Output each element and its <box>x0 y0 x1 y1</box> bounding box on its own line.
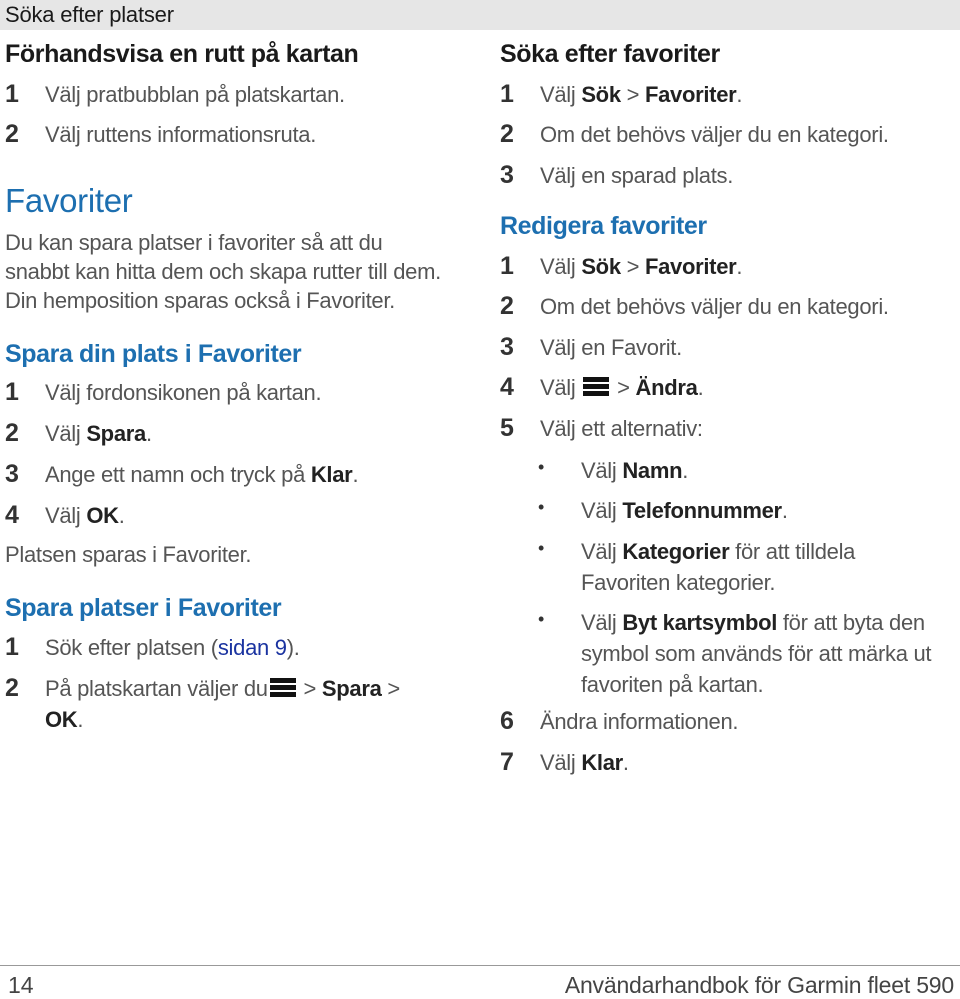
ui-term: Kategorier <box>622 539 730 564</box>
step-number: 3 <box>5 460 19 488</box>
favorites-intro <box>5 228 441 315</box>
ui-term: Favoriter <box>644 82 737 107</box>
step-number: 4 <box>500 373 514 401</box>
step-text: Om det behövs väljer du en kategori. <box>540 294 889 319</box>
step-text: Välj Sök > Favoriter. <box>540 254 743 279</box>
step-text: Om det behövs väljer du en kategori. <box>540 122 889 147</box>
step-number: 3 <box>500 333 514 361</box>
ui-term: Klar <box>581 750 623 775</box>
bullet-dot: • <box>538 609 545 629</box>
step-text: Välj en sparad plats. <box>540 163 734 188</box>
heading-edit-favorites: Redigera favoriter <box>500 212 707 240</box>
step-number: 1 <box>5 633 19 661</box>
step-number: 7 <box>500 748 514 776</box>
footer-doc-title: Användarhandbok för Garmin fleet 590 <box>564 972 954 998</box>
ui-term: Ändra <box>635 375 698 400</box>
step-number: 2 <box>5 419 19 447</box>
step-number: 1 <box>5 378 19 406</box>
ui-term: Favoriter <box>644 254 737 279</box>
step-result: Platsen sparas i Favoriter. <box>5 542 252 567</box>
ui-term: Spara <box>86 421 146 446</box>
step-text: Ändra informationen. <box>540 709 739 734</box>
intro-line: Du kan spara platser i favoriter så att du <box>5 230 383 255</box>
step-text: Välj OK. <box>45 503 125 528</box>
section-title-favorites: Favoriter <box>5 182 133 219</box>
step-text: Välj ruttens informationsruta. <box>45 122 317 147</box>
step-text-continued: OK. <box>45 707 84 732</box>
ui-term: OK <box>86 503 119 528</box>
step-number: 2 <box>5 674 19 702</box>
heading-search-favorites: Söka efter favoriter <box>500 40 720 68</box>
bullet-text: Välj Namn. <box>581 458 689 483</box>
bullet-text: Välj Kategorier för att tilldela Favoriten kategorier. <box>581 539 856 595</box>
step-number: 5 <box>500 414 514 442</box>
bullet-dot: • <box>538 457 545 477</box>
ui-term: Klar <box>310 462 353 487</box>
step-number: 2 <box>5 120 19 148</box>
step-text: Välj ett alternativ: <box>540 416 703 441</box>
step-number: 2 <box>500 292 514 320</box>
menu-icon <box>583 377 609 397</box>
step-text: Välj > Ändra. <box>540 375 704 400</box>
step-text: Välj en Favorit. <box>540 335 682 360</box>
step-text: Välj fordonsikonen på kartan. <box>45 380 322 405</box>
step-number: 1 <box>5 80 19 108</box>
heading-save-places: Spara platser i Favoriter <box>5 594 282 622</box>
bullet-text: Välj Telefonnummer. <box>581 498 788 523</box>
ui-term: Spara <box>321 676 382 701</box>
menu-icon <box>270 678 296 698</box>
step-number: 1 <box>500 80 514 108</box>
step-text: Sök efter platsen (sidan 9). <box>45 635 300 660</box>
ui-term: Sök <box>581 254 621 279</box>
bullet-text: Välj Byt kartsymbol för att byta den symbol som används för att märka ut favoriten på kartan. <box>581 610 932 697</box>
intro-line: Din hemposition sparas också i Favoriter. <box>5 288 395 313</box>
heading-save-location: Spara din plats i Favoriter <box>5 340 302 368</box>
footer-divider <box>0 965 960 966</box>
intro-line: snabbt kan hitta dem och skapa rutter till dem. <box>5 259 441 284</box>
step-text: Välj Klar. <box>540 750 629 775</box>
heading-preview-route: Förhandsvisa en rutt på kartan <box>5 40 359 68</box>
ui-term: OK <box>45 707 78 732</box>
ui-term: Telefonnummer <box>622 498 782 523</box>
step-number: 2 <box>500 120 514 148</box>
step-number: 4 <box>5 501 19 529</box>
step-text: På platskartan väljer du > Spara > <box>45 676 400 701</box>
bullet-dot: • <box>538 538 545 558</box>
page-header-title: Söka efter platser <box>5 2 174 27</box>
step-text: Välj pratbubblan på platskartan. <box>45 82 345 107</box>
bullet-dot: • <box>538 497 545 517</box>
step-number: 3 <box>500 161 514 189</box>
page-link[interactable]: sidan 9 <box>217 635 287 660</box>
step-text: Välj Spara. <box>45 421 152 446</box>
step-number: 1 <box>500 252 514 280</box>
step-number: 6 <box>500 707 514 735</box>
page-number: 14 <box>8 972 34 998</box>
step-text: Välj Sök > Favoriter. <box>540 82 743 107</box>
ui-term: Namn <box>622 458 683 483</box>
ui-term: Byt kartsymbol <box>622 610 778 635</box>
step-text: Ange ett namn och tryck på Klar. <box>45 462 359 487</box>
ui-term: Sök <box>581 82 621 107</box>
